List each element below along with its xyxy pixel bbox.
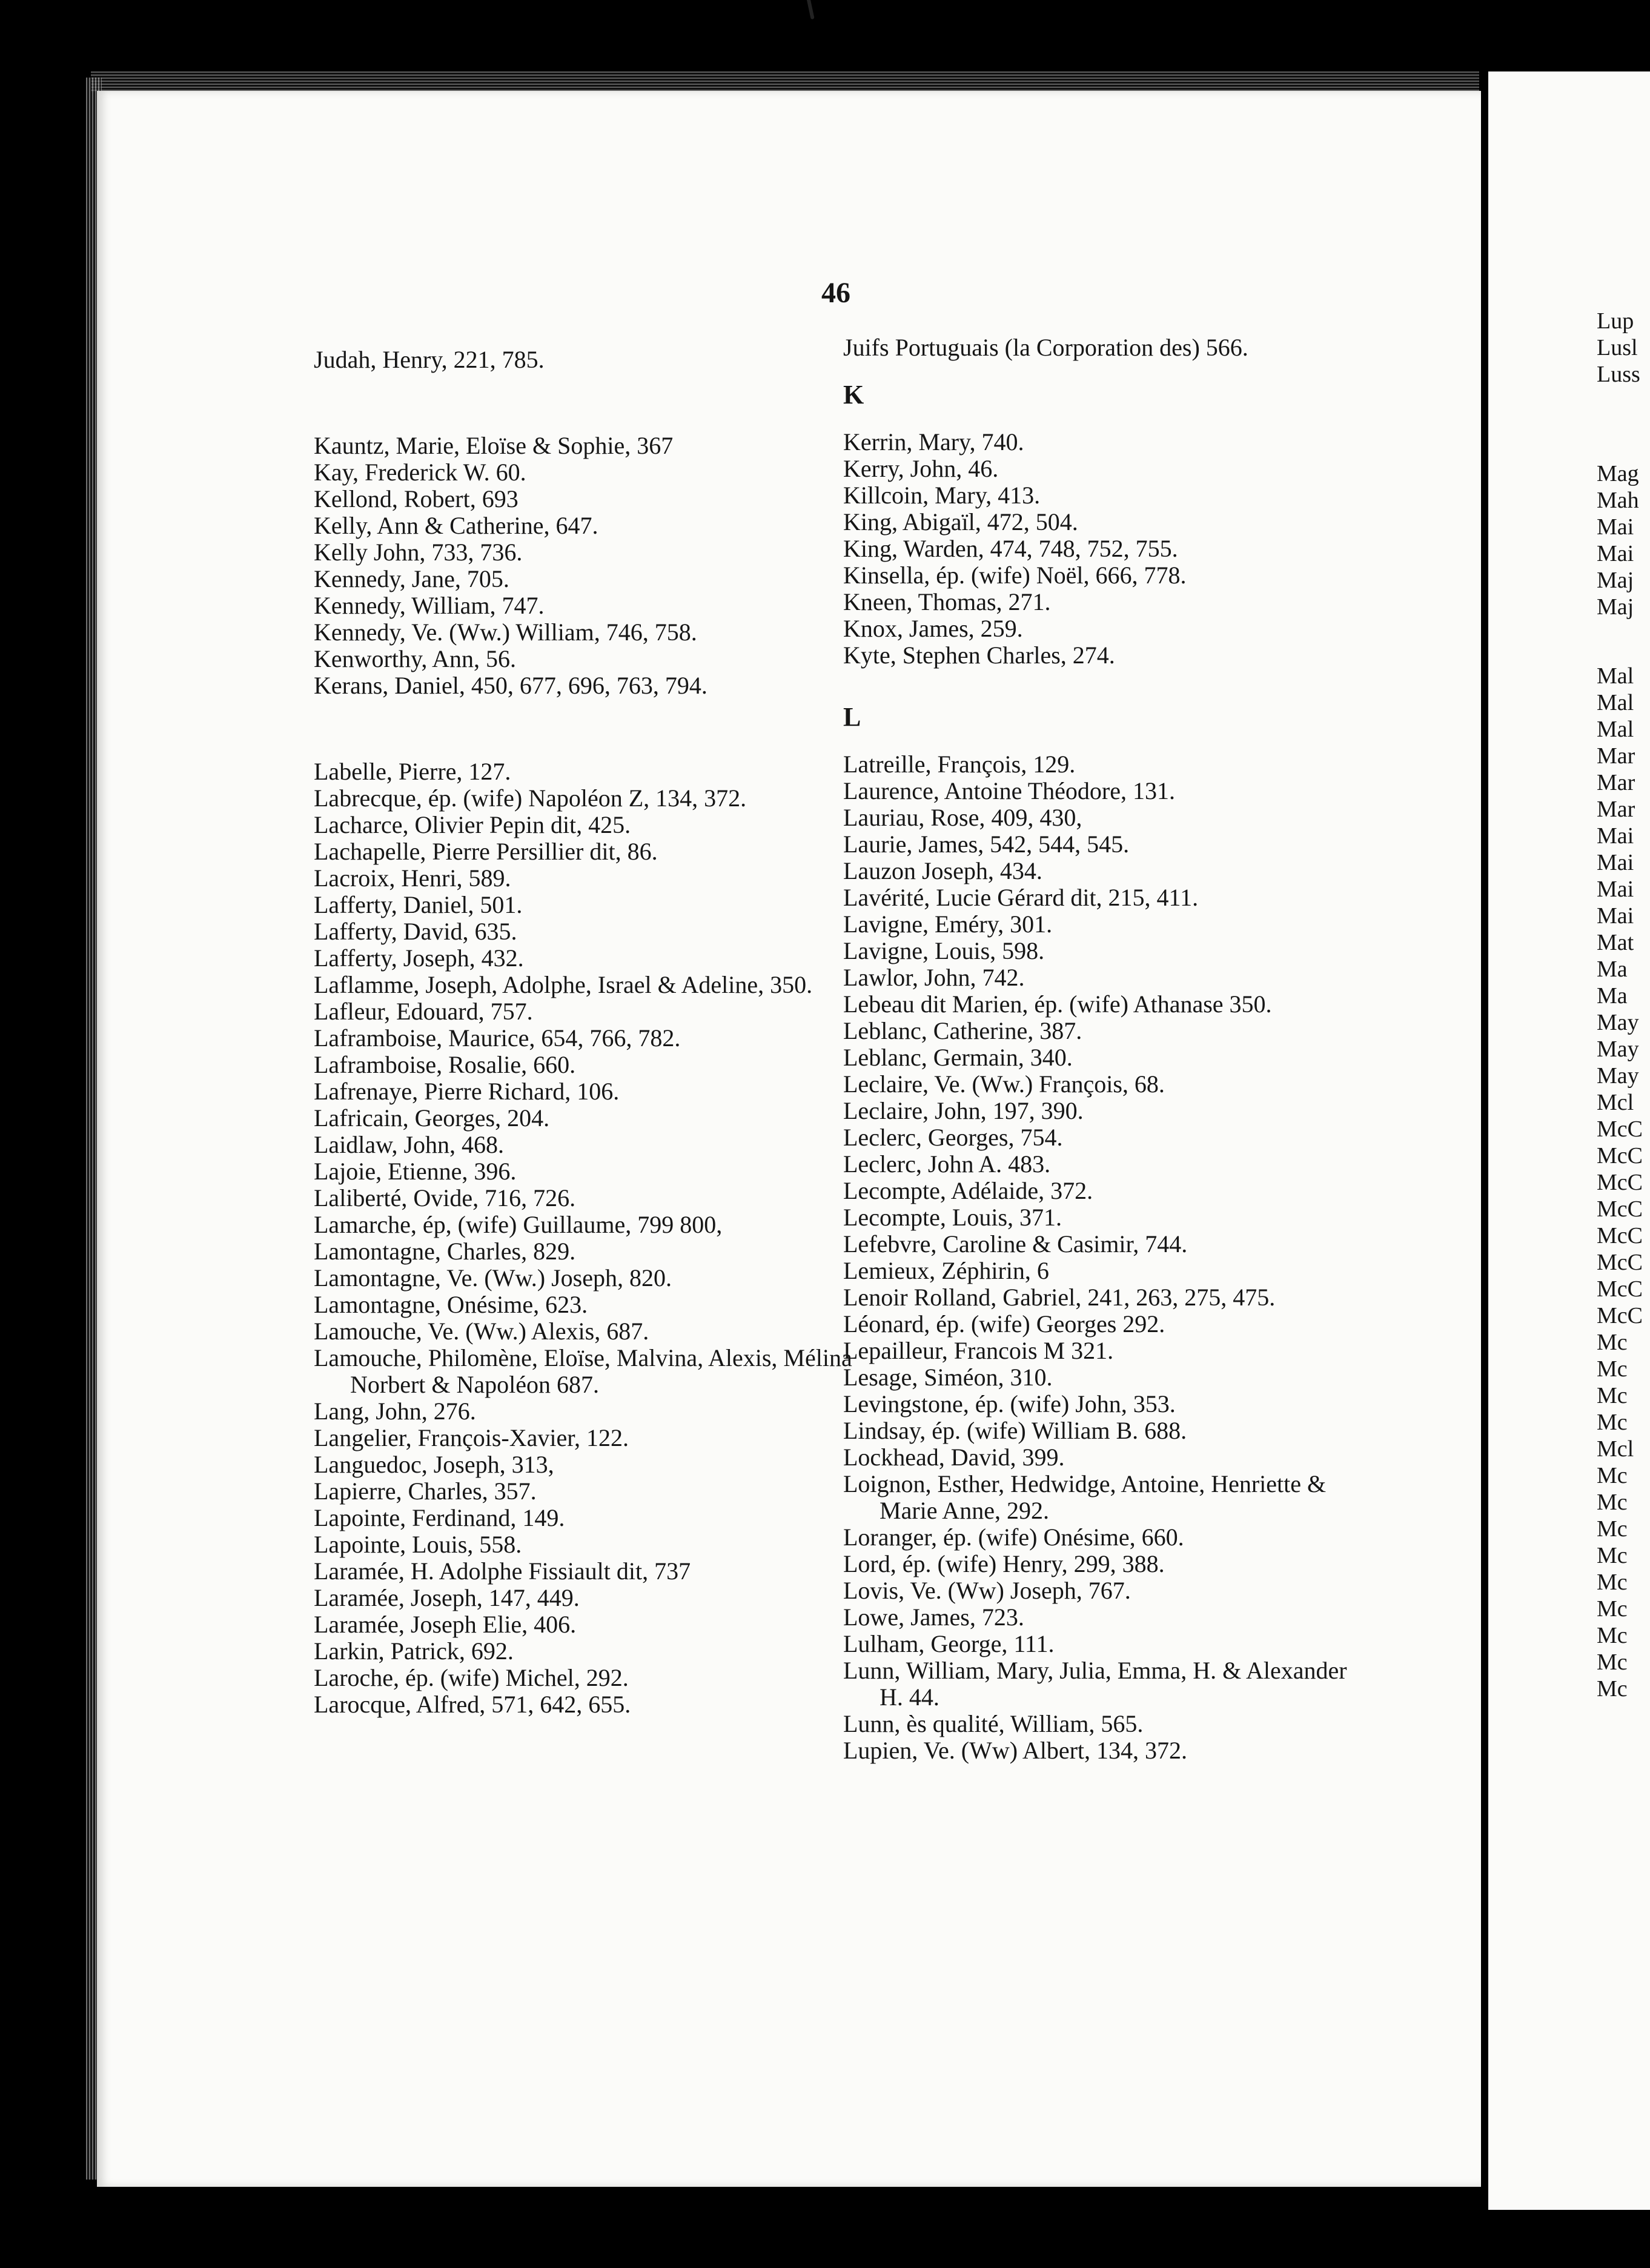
page-number: 46 [821,277,850,309]
index-entry: Lamouche, Ve. (Ww.) Alexis, 687. [314,1318,649,1345]
index-entry: Laurence, Antoine Théodore, 131. [843,777,1175,804]
index-entry: Lapointe, Ferdinand, 149. [314,1504,565,1531]
index-entry: Lefebvre, Caroline & Casimir, 744. [843,1230,1188,1258]
index-entry: King, Abigaïl, 472, 504. [843,508,1078,536]
index-entry: Kerans, Daniel, 450, 677, 696, 763, 794. [314,672,707,699]
facing-page-fragment: Maj [1597,594,1634,620]
index-entry: Laurie, James, 542, 544, 545. [843,831,1130,858]
facing-page-fragment: Mah [1597,488,1639,513]
index-entry: Kellond, Robert, 693 [314,485,519,512]
index-entry: Lavérité, Lucie Gérard dit, 215, 411. [843,884,1199,911]
facing-page-fragment: Mai [1597,514,1634,540]
facing-page-fragment: McC [1597,1116,1643,1142]
index-entry: Loignon, Esther, Hedwidge, Antoine, Henriette & Marie Anne, 292. [843,1470,1327,1524]
facing-page-fragment: Mc [1597,1676,1628,1702]
index-entry: Laliberté, Ovide, 716, 726. [314,1184,576,1212]
index-entry: Lamontagne, Onésime, 623. [314,1291,588,1318]
facing-page-fragment: Mc [1597,1463,1628,1488]
facing-page-fragment: Mar [1597,797,1635,822]
index-entry: Laframboise, Maurice, 654, 766, 782. [314,1024,681,1052]
facing-page-fragment: McC [1597,1276,1643,1302]
facing-page-fragment: Mc [1597,1516,1628,1542]
facing-page-fragment: Mal [1597,690,1634,715]
index-entry: Leclaire, Ve. (Ww.) François, 68. [843,1070,1165,1098]
facing-page-fragment: Ma [1597,957,1628,982]
index-entry: Lepailleur, Francois M 321. [843,1337,1114,1364]
index-entry: Lulham, George, 111. [843,1630,1055,1657]
index-entry: Juifs Portuguais (la Corporation des) 566. [843,334,1248,361]
index-entry: Lapierre, Charles, 357. [314,1477,537,1505]
index-entry: Lafrenaye, Pierre Richard, 106. [314,1078,620,1105]
facing-page-fragment: Mar [1597,770,1635,795]
facing-page-fragment: Mc [1597,1410,1628,1435]
index-entry: Killcoin, Mary, 413. [843,482,1041,509]
facing-page-fragment: Lusl [1597,335,1638,360]
index-entry: Léonard, ép. (wife) Georges 292. [843,1310,1165,1338]
index-entry: Lecompte, Adélaide, 372. [843,1177,1093,1204]
index-entry: Laidlaw, John, 468. [314,1131,505,1158]
index-entry: Lachapelle, Pierre Persillier dit, 86. [314,838,658,865]
facing-page-fragment: Mc [1597,1543,1628,1568]
facing-page-fragment: McC [1597,1223,1643,1248]
index-entry: Lapointe, Louis, 558. [314,1531,522,1558]
index-entry: Judah, Henry, 221, 785. [314,346,545,373]
index-entry: Lawlor, John, 742. [843,964,1025,991]
facing-page-fragment: Mc [1597,1356,1628,1382]
facing-page-fragment: Mc [1597,1596,1628,1622]
index-entry: Lunn, William, Mary, Julia, Emma, H. & Alexander H. 44. [843,1657,1347,1711]
index-entry: Laframboise, Rosalie, 660. [314,1051,576,1078]
scan-mark [806,0,814,19]
index-entry: Kyte, Stephen Charles, 274. [843,642,1115,669]
index-entry: Laflamme, Joseph, Adolphe, Israel & Adeline, 350. [314,971,813,998]
facing-page-fragment: McC [1597,1170,1643,1195]
index-entry: Knox, James, 259. [843,615,1023,642]
index-entry: Kennedy, Jane, 705. [314,565,509,592]
index-entry: Kerrin, Mary, 740. [843,428,1024,456]
index-column-right [843,334,1364,1764]
index-column-left [314,346,919,1718]
index-entry: Laramée, Joseph Elie, 406. [314,1611,577,1638]
page-edge-top [91,71,1479,92]
index-entry: Lunn, ès qualité, William, 565. [843,1710,1144,1737]
index-entry: Lecompte, Louis, 371. [843,1204,1062,1231]
index-entry: Kinsella, ép. (wife) Noël, 666, 778. [843,562,1187,589]
facing-page-text [1597,308,1650,1702]
facing-page-fragment: Mai [1597,541,1634,566]
facing-page-fragment: May [1597,1010,1639,1035]
index-entry: Lenoir Rolland, Gabriel, 241, 263, 275, 475. [843,1284,1276,1311]
index-entry: Lowe, James, 723. [843,1603,1024,1631]
facing-page-fragment: Lup [1597,308,1634,334]
facing-page-fragment: Mai [1597,877,1634,902]
facing-page-fragment: Maj [1597,568,1634,593]
facing-page-fragment: Mai [1597,823,1634,849]
index-entry: Lord, ép. (wife) Henry, 299, 388. [843,1550,1165,1577]
facing-page-fragment: Mcl [1597,1436,1634,1462]
index-entry: Langelier, François-Xavier, 122. [314,1424,629,1451]
facing-page-fragment: McC [1597,1196,1643,1222]
index-entry: Loranger, ép. (wife) Onésime, 660. [843,1524,1184,1551]
index-entry: Lavigne, Eméry, 301. [843,910,1053,938]
index-entry: Lindsay, ép. (wife) William B. 688. [843,1417,1187,1444]
facing-page-fragment: May [1597,1063,1639,1089]
facing-page-fragment: Mc [1597,1623,1628,1648]
index-entry: Languedoc, Joseph, 313, [314,1451,554,1478]
index-entry: Lavigne, Louis, 598. [843,937,1045,964]
facing-page-fragment: McC [1597,1143,1643,1169]
index-entry: Kelly, Ann & Catherine, 647. [314,512,598,539]
index-entry: Laramée, H. Adolphe Fissiault dit, 737 [314,1557,691,1585]
index-entry: Larocque, Alfred, 571, 642, 655. [314,1691,631,1718]
index-entry: Lafferty, Daniel, 501. [314,891,523,918]
index-entry: Leblanc, Catherine, 387. [843,1017,1082,1044]
facing-page-fragment: Mag [1597,461,1639,486]
facing-page-fragment: May [1597,1036,1639,1062]
facing-page-fragment: Mal [1597,717,1634,742]
index-entry: Larkin, Patrick, 692. [314,1637,514,1665]
facing-page-fragment: Ma [1597,983,1628,1009]
index-entry: Lang, John, 276. [314,1398,476,1425]
index-entry: King, Warden, 474, 748, 752, 755. [843,535,1178,562]
facing-page-fragment: Mat [1597,930,1634,955]
index-entry: Lauriau, Rose, 409, 430, [843,804,1082,831]
facing-page-fragment: Mai [1597,903,1634,929]
facing-page-fragment: Luss [1597,362,1640,387]
index-entry: Labrecque, ép. (wife) Napoléon Z, 134, 372. [314,784,747,812]
index-entry: Labelle, Pierre, 127. [314,758,511,785]
index-entry: Lafferty, David, 635. [314,918,517,945]
index-entry: Lafleur, Edouard, 757. [314,998,533,1025]
index-entry: Lebeau dit Marien, ép. (wife) Athanase 350. [843,990,1272,1018]
index-entry: Levingstone, ép. (wife) John, 353. [843,1390,1176,1418]
index-entry: Lockhead, David, 399. [843,1444,1065,1471]
index-entry: Laramée, Joseph, 147, 449. [314,1584,580,1611]
index-entry: Lovis, Ve. (Ww) Joseph, 767. [843,1577,1131,1604]
index-entry: Laroche, ép. (wife) Michel, 292. [314,1664,629,1691]
facing-page-fragment: McC [1597,1303,1643,1328]
index-entry: Lupien, Ve. (Ww) Albert, 134, 372. [843,1737,1188,1764]
index-entry: Kay, Frederick W. 60. [314,459,526,486]
facing-page-fragment: Mc [1597,1570,1628,1595]
index-entry: Leclerc, John A. 483. [843,1150,1051,1178]
facing-page-fragment: Mc [1597,1650,1628,1675]
index-entry: Kauntz, Marie, Eloïse & Sophie, 367 [314,432,674,459]
page-gutter [1481,71,1488,2210]
index-entry: Lesage, Siméon, 310. [843,1364,1053,1391]
index-entry: Lemieux, Zéphirin, 6 [843,1257,1049,1284]
index-entry: Lajoie, Etienne, 396. [314,1158,517,1185]
index-entry: Lacroix, Henri, 589. [314,864,511,892]
index-entry: Lamontagne, Ve. (Ww.) Joseph, 820. [314,1264,672,1292]
index-entry: Lamontagne, Charles, 829. [314,1238,576,1265]
facing-page-fragment: Mal [1597,663,1634,689]
index-entry: Leclaire, John, 197, 390. [843,1097,1084,1124]
index-entry: Lafferty, Joseph, 432. [314,944,524,972]
index-entry: Kelly John, 733, 736. [314,539,523,566]
index-entry: Kennedy, William, 747. [314,592,545,619]
index-entry: Lamarche, ép, (wife) Guillaume, 799 800, [314,1211,723,1238]
facing-page-fragment: Mai [1597,850,1634,875]
index-entry: Lamouche, Philomène, Eloïse, Malvina, Alexis, Mélina Norbert & Napoléon 687. [314,1344,852,1398]
index-entry: Lauzon Joseph, 434. [843,857,1042,884]
index-entry: Kneen, Thomas, 271. [843,588,1051,615]
index-entry: Lafricain, Georges, 204. [314,1104,550,1132]
index-entry: Kennedy, Ve. (Ww.) William, 746, 758. [314,618,697,646]
facing-page-fragment: Mc [1597,1383,1628,1408]
section-letter-k: K [843,380,864,409]
index-entry: Lacharce, Olivier Pepin dit, 425. [314,811,631,838]
facing-page-fragment: Mc [1597,1490,1628,1515]
index-entry: Kenworthy, Ann, 56. [314,645,517,672]
facing-page-fragment: Mar [1597,743,1635,769]
facing-page-fragment: Mcl [1597,1090,1634,1115]
section-letter-l: L [843,702,861,732]
facing-page-fragment: Mc [1597,1330,1628,1355]
index-entry: Leclerc, Georges, 754. [843,1124,1063,1151]
facing-page-fragment: McC [1597,1250,1643,1275]
index-entry: Latreille, François, 129. [843,751,1076,778]
index-entry: Leblanc, Germain, 340. [843,1044,1073,1071]
index-entry: Kerry, John, 46. [843,455,999,482]
